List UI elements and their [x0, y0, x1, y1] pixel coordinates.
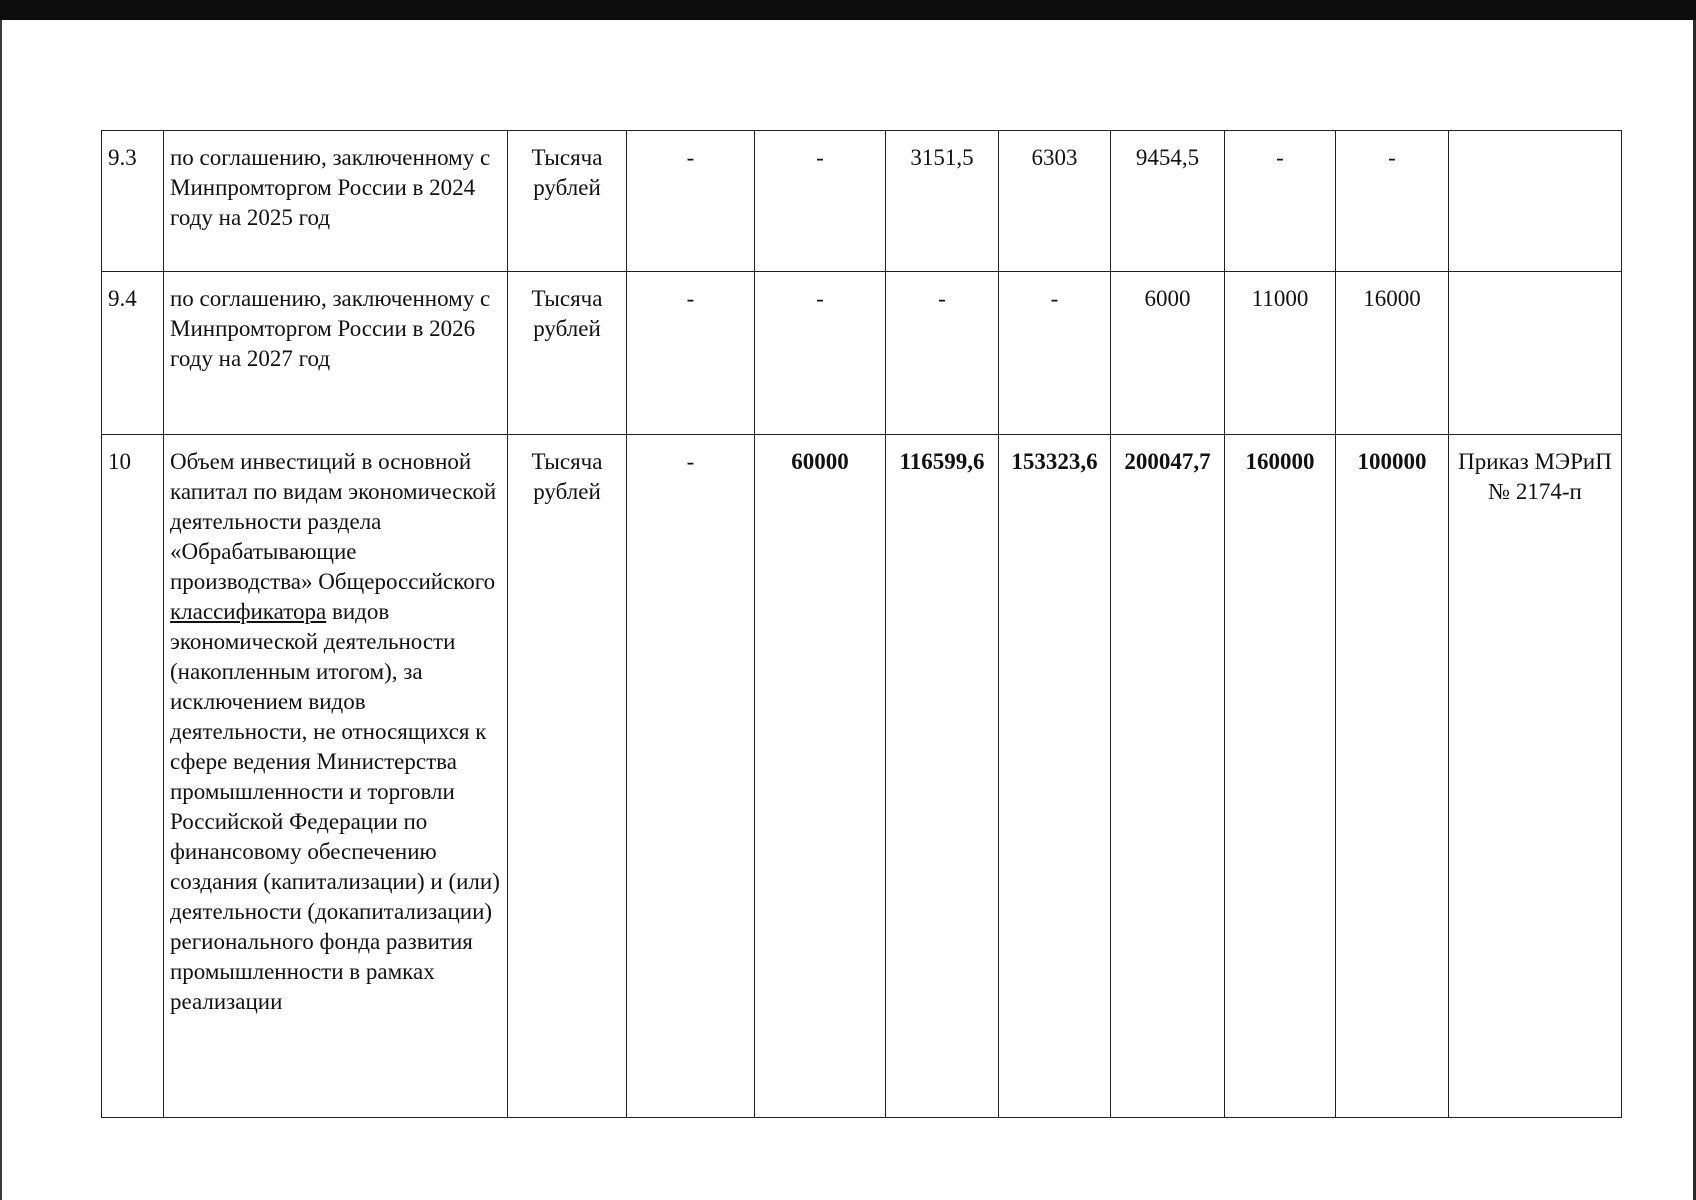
row-value: - — [755, 272, 886, 435]
row-number: 9.3 — [102, 131, 164, 272]
table-row — [102, 131, 1622, 272]
indicators-table — [101, 130, 1622, 1118]
row-value: 16000 — [1336, 272, 1449, 435]
row-description: по соглашению, заключенному с Минпромторгом России в 2026 году на 2027 год — [164, 272, 508, 435]
row-description — [164, 435, 508, 1118]
row-value: - — [1336, 131, 1449, 272]
scan-top-border — [0, 0, 1696, 20]
description-text: Объем инвестиций в основной капитал по видам экономической деятельности раздела «Обрабатывающие производства» Общероссийского — [170, 449, 497, 594]
row-value: 116599,6 — [886, 435, 999, 1118]
scan-left-edge — [0, 20, 2, 1200]
row-number: 10 — [102, 435, 164, 1118]
row-value: 60000 — [755, 435, 886, 1118]
description-underlined-term: классификатора — [170, 599, 327, 624]
row-value: - — [755, 131, 886, 272]
row-value: 6303 — [999, 131, 1111, 272]
row-unit: Тысяча рублей — [508, 435, 627, 1118]
row-unit: Тысяча рублей — [508, 272, 627, 435]
row-value: 9454,5 — [1111, 131, 1225, 272]
row-description: по соглашению, заключенному с Минпромторгом России в 2024 году на 2025 год — [164, 131, 508, 272]
row-value: 11000 — [1225, 272, 1336, 435]
row-value: 160000 — [1225, 435, 1336, 1118]
row-value: - — [999, 272, 1111, 435]
row-value: - — [627, 131, 755, 272]
row-source — [1449, 272, 1622, 435]
row-value: - — [627, 435, 755, 1118]
row-value: 200047,7 — [1111, 435, 1225, 1118]
row-value: 153323,6 — [999, 435, 1111, 1118]
row-value: - — [1225, 131, 1336, 272]
row-source — [1449, 131, 1622, 272]
row-source: Приказ МЭРиП № 2174-п — [1449, 435, 1622, 1118]
row-value: 6000 — [1111, 272, 1225, 435]
row-unit: Тысяча рублей — [508, 131, 627, 272]
description-text: видов экономической деятельности (накопленным итогом), за исключением видов деятельности, не относящихся к сфере ведения Министерства промышленности и торговли Российской Федерации по финансовому обеспечению создания (капитализации) и (или) деятельности (докапитализации) регионального фонда развития промышленности в рамках реализации — [170, 599, 500, 1014]
table-row — [102, 435, 1622, 1118]
row-value: - — [886, 272, 999, 435]
row-value: 3151,5 — [886, 131, 999, 272]
row-number: 9.4 — [102, 272, 164, 435]
row-value: - — [627, 272, 755, 435]
table-row — [102, 272, 1622, 435]
row-value: 100000 — [1336, 435, 1449, 1118]
